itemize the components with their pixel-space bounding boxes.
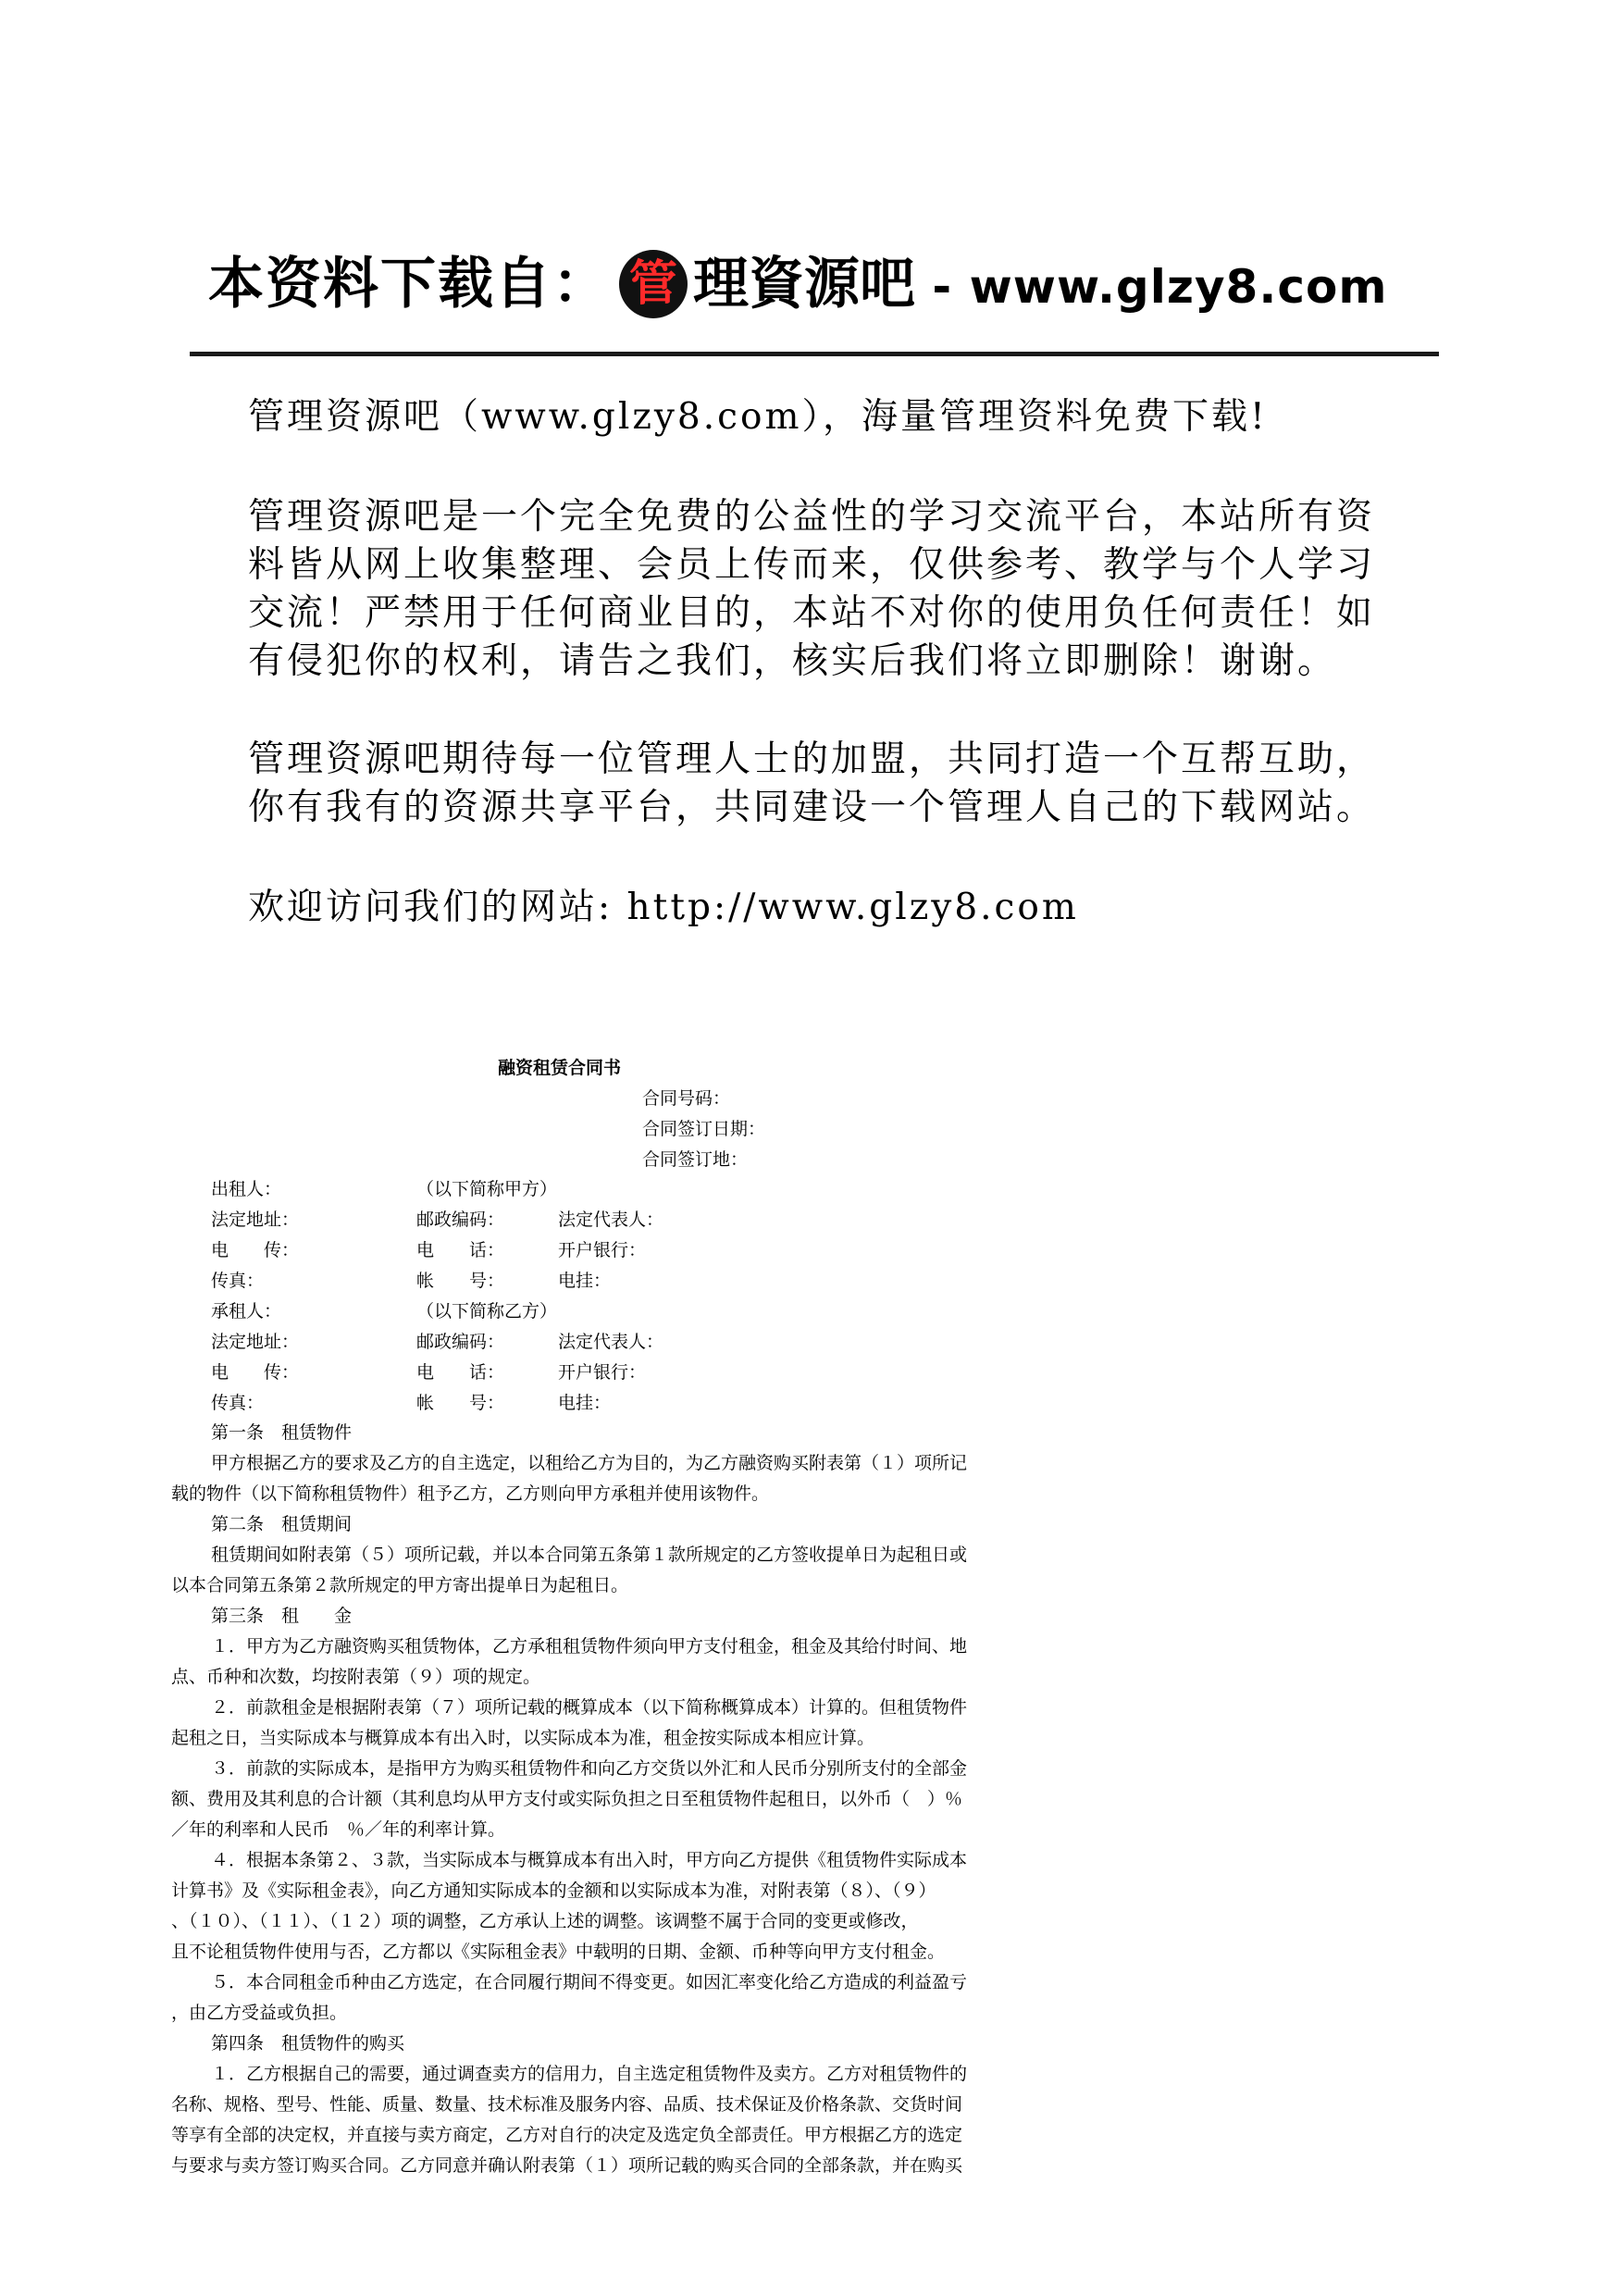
contract-text-line: ５．本合同租金币种由乙方选定，在合同履行期间不得变更。如因汇率变化给乙方造成的利益盈亏 — [211, 1972, 968, 1992]
contract-text-line: 与要求与卖方签订购买合同。乙方同意并确认附表第（１）项所记载的购买合同的全部条款，并在购买 — [171, 2155, 963, 2176]
contract-text-line: １．甲方为乙方融资购买租赁物体，乙方承租租赁物件须向甲方支付租金，租金及其给付时间、地 — [211, 1636, 968, 1657]
contract-date-label: 合同签订日期： — [642, 1119, 766, 1139]
contract-meta — [642, 1084, 765, 1175]
party-row — [211, 1174, 859, 1205]
contract-text-line: ／年的利率和人民币 ％／年的利率计算。 — [171, 1819, 506, 1840]
intro-visit — [248, 884, 1451, 932]
party-field-label: 电 传： — [211, 1362, 300, 1383]
contract-text-line: ２．前款租金是根据附表第（７）项所记载的概算成本（以下简称概算成本）计算的。但租赁物件 — [211, 1697, 968, 1718]
contract-text-line: 以本合同第五条第２款所规定的甲方寄出提单日为起租日。 — [171, 1575, 629, 1595]
banner-site-name: 理資源吧 — [693, 252, 915, 316]
intro-line: 管理资源吧是一个完全免费的公益性的学习交流平台，本站所有资 — [248, 496, 1376, 538]
contract-text-line: 且不论租赁物件使用与否，乙方都以《实际租金表》中载明的日期、金额、币种等向甲方支付租金。 — [171, 1942, 946, 1962]
party-row — [211, 1235, 859, 1266]
banner-url: - www.glzy8.com — [915, 260, 1388, 314]
party-row — [211, 1358, 859, 1388]
contract-text-line: ４．根据本条第２、３款，当实际成本与概算成本有出入时，甲方向乙方提供《租赁物件实际成本 — [211, 1850, 968, 1870]
party-field-label: 法定地址： — [211, 1332, 300, 1352]
contract-text-line: ，由乙方受益或负担。 — [171, 2003, 348, 2023]
party-field-label: 承租人： — [211, 1301, 282, 1322]
contract-text-line: 计算书》及《实际租金表》，向乙方通知实际成本的金额和以实际成本为准，对附表第（８）、（９） — [171, 1880, 936, 1901]
party-field-label: 邮政编码： — [416, 1332, 505, 1352]
contract-text-line: 租赁期间如附表第（５）项所记载，并以本合同第五条第１款所规定的乙方签收提单日为起租日或 — [211, 1545, 968, 1565]
party-field-label: 电挂： — [558, 1271, 612, 1291]
intro-line: 交流！严禁用于任何商业目的，本站不对你的使用负任何责任！如 — [248, 592, 1376, 634]
contract-place-label: 合同签订地： — [642, 1149, 749, 1170]
party-field-label: 法定代表人： — [558, 1332, 664, 1352]
contract-text-line: 第二条 租赁期间 — [211, 1514, 353, 1534]
intro-line: 管理资源吧期待每一位管理人士的加盟，共同打造一个互帮互助， — [248, 738, 1376, 780]
intro-paragraph-disclaimer — [248, 493, 1451, 686]
banner-prefix: 本资料下载自： — [208, 252, 610, 316]
party-row — [211, 1266, 859, 1297]
intro-line: 你有我有的资源共享平台，共同建设一个管理人自己的下载网站。 — [248, 787, 1376, 828]
party-field-label: 电 传： — [211, 1240, 300, 1260]
contract-text-line: 第一条 租赁物件 — [211, 1422, 353, 1443]
party-field-label: 帐 号： — [416, 1271, 505, 1291]
intro-line: 欢迎访问我们的网站: http://www.glzy8.com — [248, 887, 1079, 928]
contract-text-line: 载的物件（以下简称租赁物件）租予乙方，乙方则向甲方承租并使用该物件。 — [171, 1483, 770, 1504]
party-field-label: 法定地址： — [211, 1210, 300, 1230]
party-field-label: 帐 号： — [416, 1393, 505, 1413]
contract-number-label: 合同号码： — [642, 1088, 731, 1109]
contract-text-line: 第四条 租赁物件的购买 — [211, 2033, 405, 2054]
contract-text-line: 甲方根据乙方的要求及乙方的自主选定，以租给乙方为目的，为乙方融资购买附表第（１）项所记 — [211, 1453, 968, 1473]
party-field-label: 开户银行： — [558, 1240, 647, 1260]
party-field-label: 电 话： — [416, 1240, 505, 1260]
contract-body — [171, 1418, 1097, 2181]
intro-line: 管理资源吧（www.glzy8.com），海量管理资料免费下载! — [248, 396, 1268, 438]
party-field-label: 电挂： — [558, 1393, 612, 1413]
contract-text-line: 名称、规格、型号、性能、质量、数量、技术标准及服务内容、品质、技术保证及价格条款、交货时间 — [171, 2094, 963, 2115]
party-row — [211, 1297, 859, 1327]
party-row — [211, 1205, 859, 1235]
site-logo-icon: 管 — [619, 250, 688, 318]
party-field-label: 开户银行： — [558, 1362, 647, 1383]
parties-block — [211, 1174, 859, 1419]
banner-divider — [190, 352, 1439, 356]
party-field-label: 电 话： — [416, 1362, 505, 1383]
party-field-label: （以下简称乙方） — [416, 1301, 558, 1322]
party-field-label: 传真： — [211, 1393, 265, 1413]
intro-line: 料皆从网上收集整理、会员上传而来，仅供参考、教学与个人学习 — [248, 544, 1376, 586]
contract-text-line: １．乙方根据自己的需要，通过调查卖方的信用力，自主选定租赁物件及卖方。乙方对租赁物件的 — [211, 2064, 968, 2084]
party-field-label: （以下简称甲方） — [416, 1179, 558, 1199]
contract-text-line: 第三条 租 金 — [211, 1606, 353, 1626]
party-field-label: 法定代表人： — [558, 1210, 664, 1230]
contract-title: 融资租赁合同书 — [498, 1058, 622, 1078]
contract-text-line: 额、费用及其利息的合计额（其利息均从甲方支付或实际负担之日至租赁物件起租日，以外币（ ）％ — [171, 1789, 963, 1809]
contract-text-line: ３．前款的实际成本，是指甲方为购买租赁物件和向乙方交货以外汇和人民币分别所支付的全部金 — [211, 1758, 968, 1779]
contract-text-line: 点、币种和次数，均按附表第（９）项的规定。 — [171, 1667, 541, 1687]
contract-text-line: 等享有全部的决定权，并直接与卖方商定，乙方对自行的决定及选定负全部责任。甲方根据乙方的选定 — [171, 2125, 963, 2145]
intro-paragraph-invite — [248, 736, 1451, 832]
intro-line: 有侵犯你的权利，请告之我们，核实后我们将立即删除！谢谢。 — [248, 640, 1337, 682]
party-row — [211, 1388, 859, 1419]
party-field-label: 邮政编码： — [416, 1210, 505, 1230]
party-field-label: 传真： — [211, 1271, 265, 1291]
party-field-label: 出租人： — [211, 1179, 282, 1199]
contract-text-line: 、（１０）、（１１）、（１２）项的调整，乙方承认上述的调整。该调整不属于合同的变更或修改， — [171, 1911, 919, 1931]
contract-text-line: 起租之日，当实际成本与概算成本有出入时，以实际成本为准，租金按实际成本相应计算。 — [171, 1728, 875, 1748]
party-row — [211, 1327, 859, 1358]
download-banner — [208, 242, 1430, 326]
intro-headline — [248, 393, 1451, 441]
